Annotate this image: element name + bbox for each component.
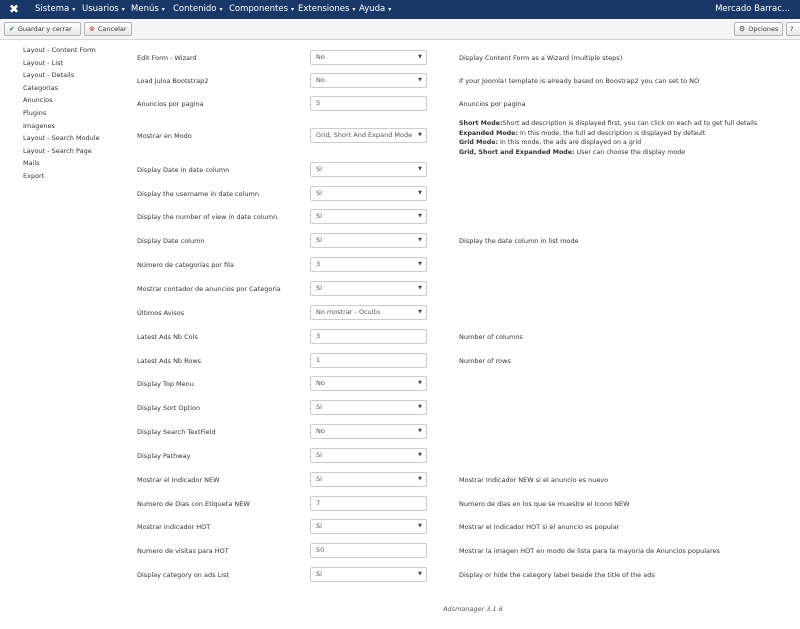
form-row bbox=[0, 567, 800, 583]
cancel-button[interactable] bbox=[84, 22, 132, 36]
select-arrow-icon: ▼ bbox=[418, 237, 422, 243]
select-arrow-icon: ▼ bbox=[418, 404, 422, 410]
select-arrow-icon: ▼ bbox=[418, 380, 422, 386]
form-row bbox=[0, 376, 800, 392]
select-ultimos-avisos[interactable] bbox=[310, 305, 427, 320]
select-value: Sí bbox=[316, 570, 322, 578]
help-button[interactable] bbox=[786, 22, 800, 36]
select-value: No bbox=[316, 427, 325, 435]
help-line bbox=[459, 129, 757, 139]
form-row bbox=[0, 233, 800, 249]
caret-down-icon: ▾ bbox=[72, 6, 76, 13]
select-mostrar-en-modo[interactable] bbox=[310, 128, 427, 143]
input-value: 50 bbox=[316, 546, 325, 554]
select-arrow-icon: ▼ bbox=[418, 476, 422, 482]
field-description: Number of columns bbox=[459, 333, 523, 341]
form-row bbox=[0, 472, 800, 488]
field-description: Anuncios por pagina bbox=[459, 100, 526, 108]
options-label: Opciones bbox=[748, 25, 779, 33]
select-value: 3 bbox=[316, 260, 321, 268]
select-arrow-icon: ▼ bbox=[418, 309, 422, 315]
field-description: Numero de dias en los que se muestre el Icono NEW bbox=[459, 500, 630, 508]
field-label: Edit Form - Wizard bbox=[137, 54, 197, 62]
field-label: Display Top Menu bbox=[137, 380, 194, 388]
form-row bbox=[0, 96, 800, 112]
menu-label: Sistema bbox=[35, 4, 70, 14]
select-arrow-icon: ▼ bbox=[418, 428, 422, 434]
form-row bbox=[0, 186, 800, 202]
field-label: Latest Ads Nb Rows bbox=[137, 357, 202, 365]
form-row bbox=[0, 305, 800, 321]
help-line bbox=[459, 148, 757, 158]
sidebar-item-export[interactable]: Export bbox=[23, 171, 45, 180]
input-visitas-hot[interactable] bbox=[310, 543, 427, 558]
help-text: In this mode, the ads are displayed on a grid bbox=[498, 139, 642, 147]
select-display-search-textfield[interactable] bbox=[310, 424, 427, 439]
sidebar-item-anuncios[interactable]: Anuncios bbox=[23, 96, 53, 105]
field-label: Display Date in date column bbox=[137, 166, 230, 174]
select-arrow-icon: ▼ bbox=[418, 523, 422, 529]
select-arrow-icon: ▼ bbox=[418, 132, 422, 138]
select-value: No bbox=[316, 379, 325, 387]
select-display-views[interactable] bbox=[310, 209, 427, 224]
help-term: Expanded Mode: bbox=[459, 129, 518, 137]
gear-icon: ⚙ bbox=[739, 25, 746, 33]
joomla-icon[interactable]: ✖ bbox=[9, 2, 20, 16]
input-latest-ads-cols[interactable] bbox=[310, 329, 427, 344]
field-label: Mostrar Indicador HOT bbox=[137, 523, 211, 531]
cancel-circle-icon: ⊗ bbox=[89, 25, 95, 33]
caret-down-icon: ▾ bbox=[219, 6, 223, 13]
field-label: Display Search TextField bbox=[137, 428, 216, 436]
select-indicador-hot[interactable] bbox=[310, 519, 427, 534]
select-arrow-icon: ▼ bbox=[418, 190, 422, 196]
field-label: Load Juloa Bootstrap2 bbox=[137, 77, 209, 85]
field-description: Display or hide the category label beside the title of the ads bbox=[459, 571, 655, 579]
menu-label: Extensiones bbox=[298, 4, 350, 14]
select-arrow-icon: ▼ bbox=[418, 54, 422, 60]
form-row bbox=[0, 543, 800, 559]
form-row bbox=[0, 519, 800, 535]
site-name-link[interactable]: Mercado Barrac... bbox=[715, 4, 790, 14]
field-description: If your Joomla! template is already based on Boostrap2 you can set to NO bbox=[459, 77, 700, 85]
cancel-label: Cancelar bbox=[97, 25, 127, 33]
field-label: Display Sort Option bbox=[137, 404, 201, 412]
field-description: Display Content Form as a Wizard (multiple steps) bbox=[459, 54, 623, 62]
select-value: Sí bbox=[316, 212, 322, 220]
form-row bbox=[0, 400, 800, 416]
select-arrow-icon: ▼ bbox=[418, 213, 422, 219]
menu-sistema[interactable] bbox=[35, 0, 75, 19]
select-value: Sí bbox=[316, 451, 322, 459]
select-display-date[interactable] bbox=[310, 162, 427, 177]
field-description: Number of rows bbox=[459, 357, 511, 365]
menu-menus[interactable] bbox=[131, 0, 165, 19]
menu-label: Usuarios bbox=[82, 4, 119, 14]
menu-ayuda[interactable] bbox=[359, 0, 391, 19]
field-description: Mostrar la imagen HOT en modo de lista para la mayoria de Anuncios populares bbox=[459, 547, 720, 555]
form-row bbox=[0, 209, 800, 225]
caret-down-icon: ▾ bbox=[121, 6, 125, 13]
form-row bbox=[0, 329, 800, 345]
field-label: Mostrar contador de anuncios por Categoria bbox=[137, 285, 281, 293]
form-row bbox=[0, 424, 800, 440]
caret-down-icon: ▾ bbox=[161, 6, 165, 13]
select-categorias-por-fila[interactable] bbox=[310, 257, 427, 272]
input-value: 5 bbox=[316, 99, 321, 107]
field-label: Mostrar el Indicador NEW bbox=[137, 476, 220, 484]
field-label: Últimos Avisos bbox=[137, 309, 185, 317]
select-value: Sí bbox=[316, 522, 322, 530]
caret-down-icon: ▾ bbox=[352, 6, 356, 13]
field-description: Display the date column in list mode bbox=[459, 237, 579, 245]
help-text: In this mode, the full ad description is displayed by default bbox=[517, 129, 706, 137]
display-mode-help bbox=[459, 119, 757, 157]
menu-label: Menús bbox=[131, 4, 159, 14]
field-label: Numero de visitas para HOT bbox=[137, 547, 229, 555]
field-label: Mostrar en Modo bbox=[137, 132, 192, 140]
menu-label: Componentes bbox=[229, 4, 289, 14]
select-value: Sí bbox=[316, 189, 322, 197]
help-line bbox=[459, 119, 757, 129]
select-edit-form-wizard[interactable] bbox=[310, 50, 427, 65]
field-label: Display category on ads List bbox=[137, 571, 229, 579]
menu-extensiones[interactable] bbox=[298, 0, 355, 19]
save-label: Guardar y cerrar bbox=[17, 25, 72, 33]
select-arrow-icon: ▼ bbox=[418, 452, 422, 458]
sidebar-item-imagenes[interactable]: Imagenes bbox=[23, 121, 55, 130]
caret-down-icon: ▾ bbox=[388, 6, 392, 13]
sidebar-item-categorias[interactable]: Categorias bbox=[23, 83, 59, 92]
field-description: Mostrar el Indicador HOT si el anuncio es popular bbox=[459, 523, 620, 531]
toolbar bbox=[0, 19, 800, 40]
input-anuncios-por-pagina[interactable] bbox=[310, 96, 427, 111]
help-term: Grid Mode: bbox=[459, 139, 499, 147]
field-label: Display the number of view in date column bbox=[137, 213, 278, 221]
select-value: No bbox=[316, 53, 325, 61]
help-text: User can choose the display mode bbox=[574, 148, 686, 156]
select-value: No mostrar - Oculto bbox=[316, 308, 381, 316]
select-load-juloa-bootstrap2[interactable] bbox=[310, 73, 427, 88]
sidebar-item-plugins[interactable]: Plugins bbox=[23, 108, 47, 117]
menu-contenido[interactable] bbox=[173, 0, 222, 19]
select-value: Sí bbox=[316, 475, 322, 483]
field-label: Número de categorías por fila bbox=[137, 261, 234, 269]
save-and-close-button[interactable] bbox=[4, 22, 81, 36]
input-latest-ads-rows[interactable] bbox=[310, 353, 427, 368]
select-contador-anuncios[interactable] bbox=[310, 281, 427, 296]
select-display-sort-option[interactable] bbox=[310, 400, 427, 415]
input-dias-etiqueta-new[interactable] bbox=[310, 496, 427, 511]
help-text: Short ad description is displayed first, you can click on each ad to get full details bbox=[502, 120, 758, 127]
help-term: Short Mode: bbox=[459, 120, 503, 127]
field-label: Display Date column bbox=[137, 237, 205, 245]
form-row bbox=[0, 162, 800, 178]
help-line bbox=[459, 138, 757, 148]
form-row bbox=[0, 73, 800, 89]
help-icon: ? bbox=[790, 25, 794, 33]
field-label: Display the username in date column bbox=[137, 190, 259, 198]
sidebar-item-layout-list[interactable]: Layout - List bbox=[23, 58, 63, 67]
sidebar-item-layout-search-page[interactable]: Layout - Search Page bbox=[23, 146, 92, 155]
menu-componentes[interactable] bbox=[229, 0, 294, 19]
select-value: Sí bbox=[316, 403, 322, 411]
form-row bbox=[0, 257, 800, 273]
select-display-date-column[interactable] bbox=[310, 233, 427, 248]
form-row bbox=[0, 281, 800, 297]
form-row bbox=[0, 50, 800, 66]
select-arrow-icon: ▼ bbox=[418, 261, 422, 267]
input-value: 3 bbox=[316, 332, 321, 340]
select-display-top-menu[interactable] bbox=[310, 376, 427, 391]
options-button[interactable] bbox=[734, 22, 783, 36]
footer-version: Adsmanager 3.1.6 bbox=[443, 605, 503, 613]
field-label: Anuncios por pagina bbox=[137, 100, 204, 108]
select-value: Sí bbox=[316, 236, 322, 244]
select-arrow-icon: ▼ bbox=[418, 77, 422, 83]
select-display-pathway[interactable] bbox=[310, 448, 427, 463]
input-value: 7 bbox=[316, 499, 321, 507]
select-indicador-new[interactable] bbox=[310, 472, 427, 487]
select-value: No bbox=[316, 76, 325, 84]
select-value: Sí bbox=[316, 165, 322, 173]
menu-label: Ayuda bbox=[359, 4, 386, 14]
form-row bbox=[0, 496, 800, 512]
select-arrow-icon: ▼ bbox=[418, 571, 422, 577]
input-value: 1 bbox=[316, 356, 321, 364]
sidebar-item-layout-details[interactable]: Layout - Details bbox=[23, 71, 75, 80]
caret-down-icon: ▾ bbox=[291, 6, 295, 13]
checkmark-icon: ✔ bbox=[9, 25, 15, 33]
help-term: Grid, Short and Expanded Mode: bbox=[459, 148, 575, 156]
menu-label: Contenido bbox=[173, 4, 217, 14]
select-arrow-icon: ▼ bbox=[418, 166, 422, 172]
form-row bbox=[0, 448, 800, 464]
form-row bbox=[0, 353, 800, 369]
sidebar-item-mails[interactable]: Mails bbox=[23, 159, 40, 168]
select-display-username[interactable] bbox=[310, 186, 427, 201]
field-label: Display Pathway bbox=[137, 452, 191, 460]
sidebar-item-layout-search-module[interactable]: Layout - Search Module bbox=[23, 134, 100, 143]
field-description: Mostrar Indicador NEW si el anuncio es nuevo bbox=[459, 476, 609, 484]
menu-usuarios[interactable] bbox=[82, 0, 125, 19]
select-display-category-on-list[interactable] bbox=[310, 567, 427, 582]
field-label: Numero de Dias con Etiqueta NEW bbox=[137, 500, 250, 508]
sidebar-item-layout-content-form[interactable]: Layout - Content Form bbox=[23, 46, 96, 54]
top-navbar bbox=[0, 0, 800, 19]
select-value: Sí bbox=[316, 284, 322, 292]
select-value: Grid, Short And Expand Mode bbox=[316, 131, 413, 139]
field-label: Latest Ads Nb Cols bbox=[137, 333, 198, 341]
select-arrow-icon: ▼ bbox=[418, 285, 422, 291]
